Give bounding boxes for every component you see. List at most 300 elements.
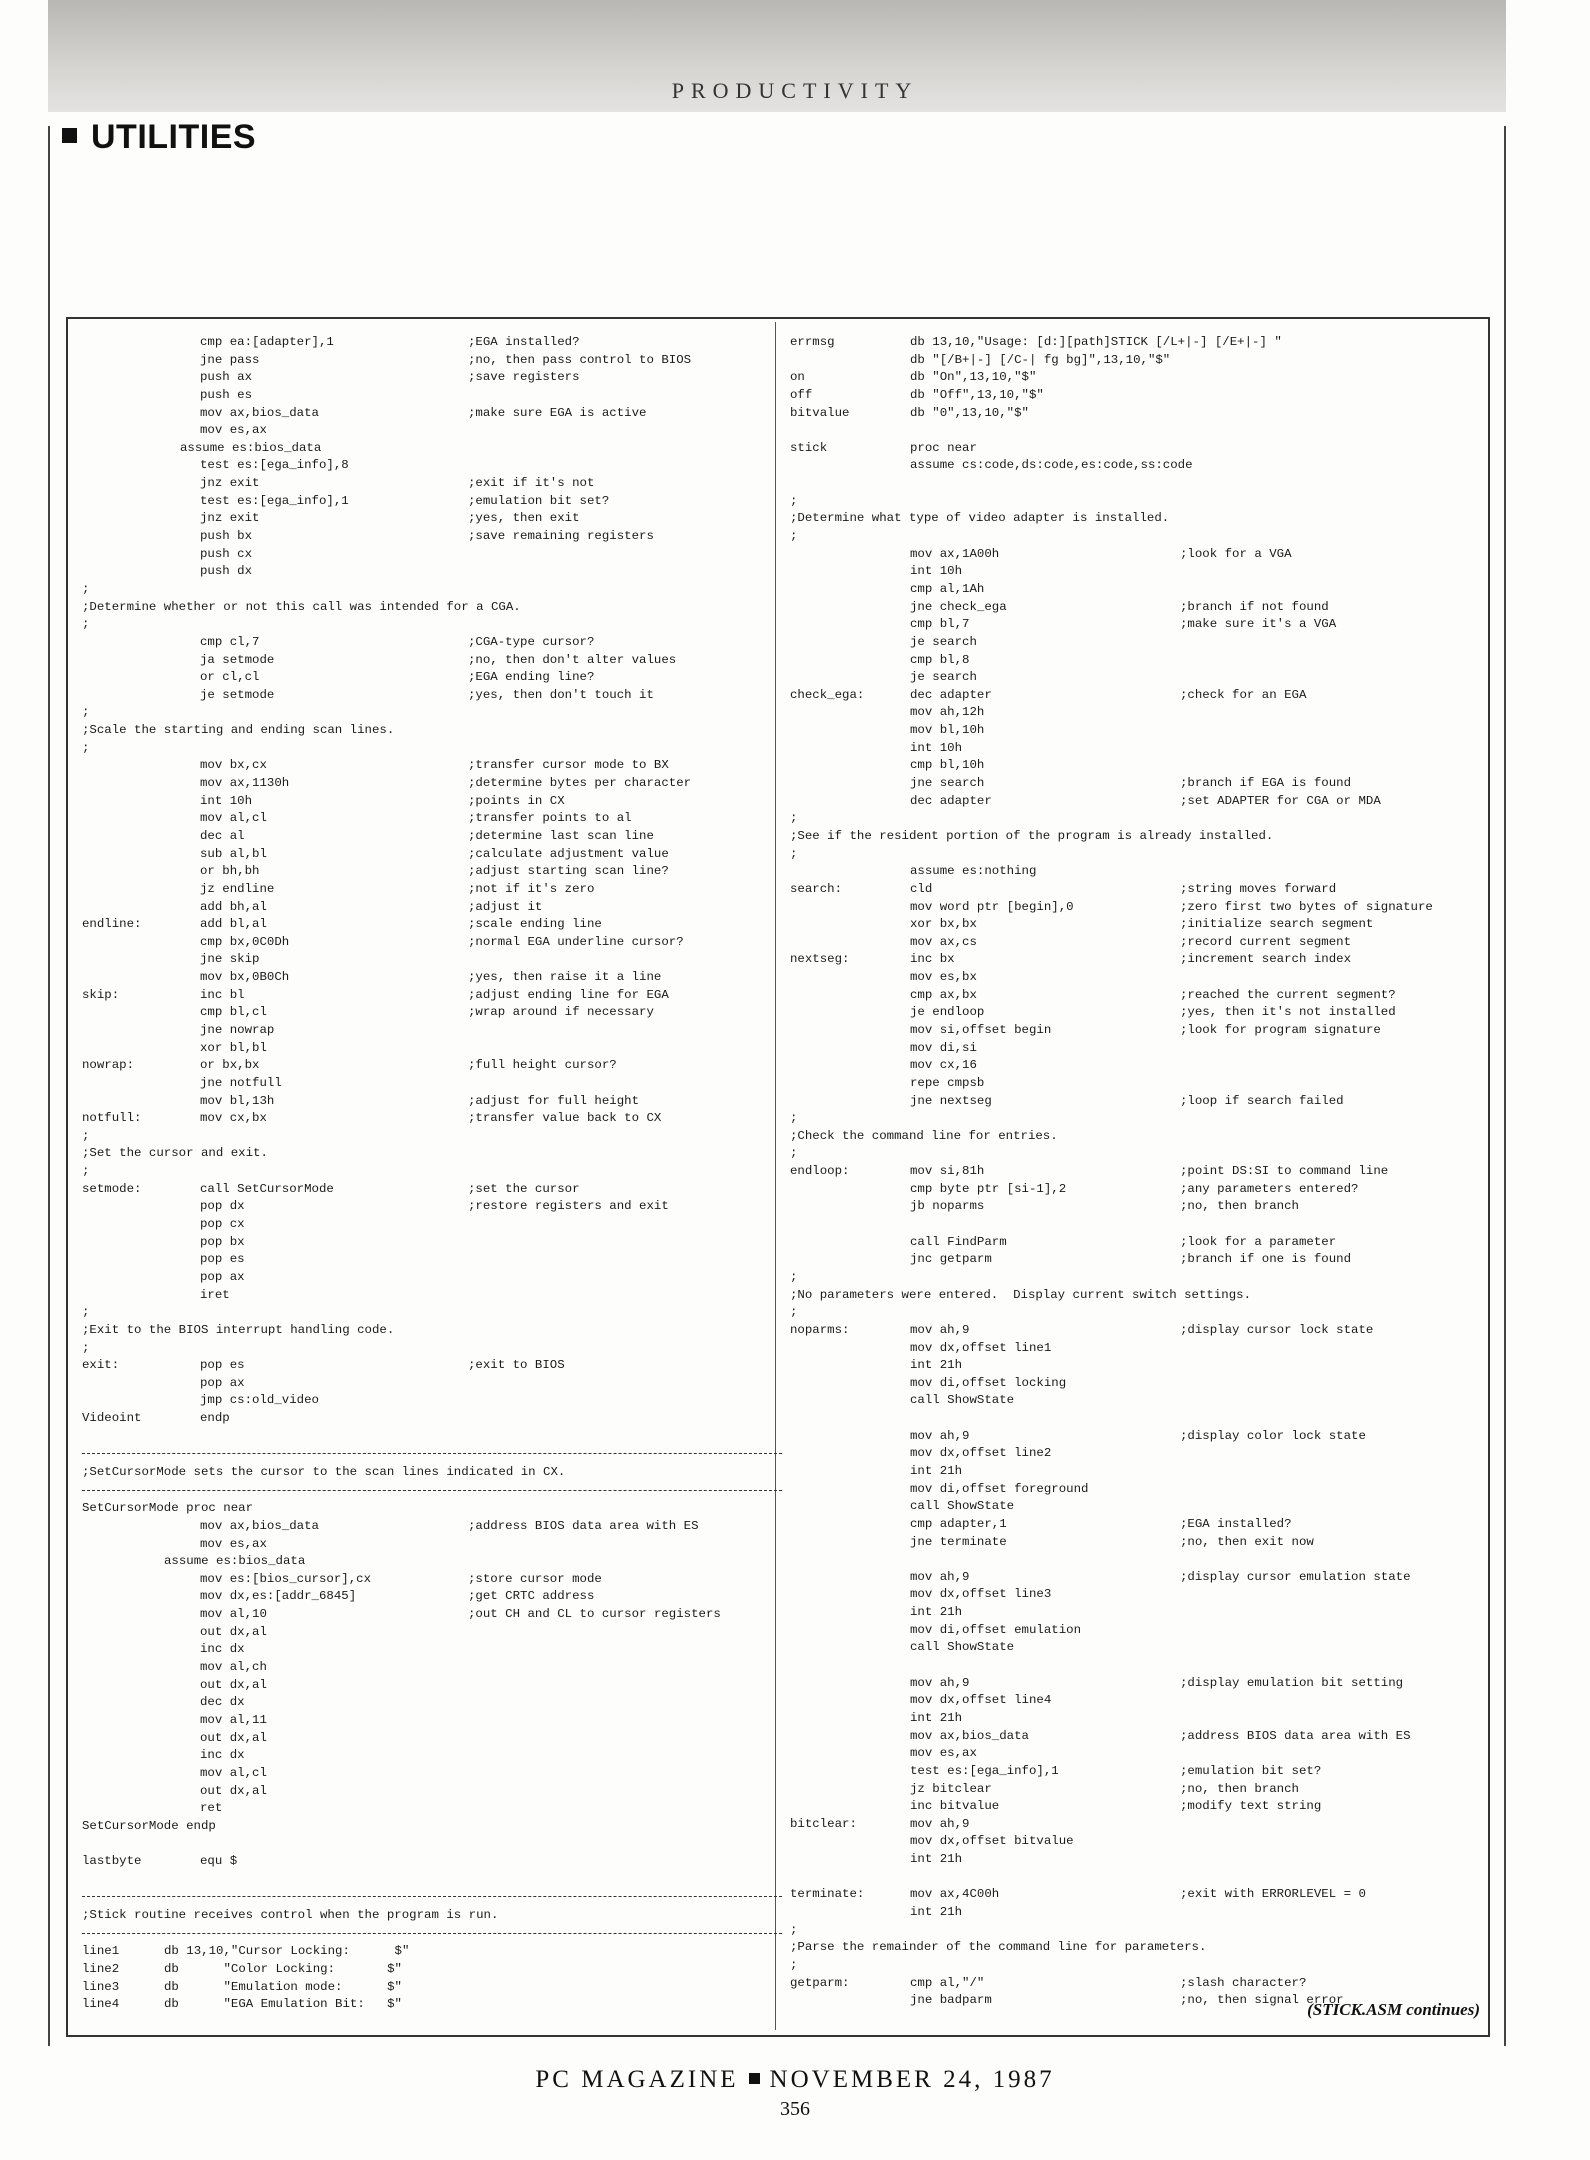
footer-magazine: PC MAGAZINE bbox=[535, 2066, 739, 2093]
code-instruction: jz bitclear bbox=[910, 1781, 992, 1796]
code-comment-line: ; bbox=[82, 1128, 90, 1143]
code-line bbox=[82, 899, 782, 917]
code-comment-line: ;SetCursorMode sets the cursor to the scan lines indicated in CX. bbox=[82, 1465, 566, 1479]
code-comment: ;wrap around if necessary bbox=[468, 1005, 654, 1020]
code-instruction: inc dx bbox=[200, 1748, 245, 1763]
code-line bbox=[790, 828, 1490, 846]
code-line bbox=[790, 1251, 1490, 1269]
code-comment: ;transfer points to al bbox=[468, 811, 632, 826]
code-line bbox=[790, 1287, 1490, 1305]
code-instruction: int 10h bbox=[200, 793, 253, 808]
code-line bbox=[82, 1996, 782, 2014]
code-comment: ;address BIOS data area with ES bbox=[1180, 1728, 1411, 1743]
code-label: bitclear: bbox=[790, 1816, 857, 1831]
code-line bbox=[790, 1922, 1490, 1940]
code-line bbox=[82, 422, 782, 440]
code-line bbox=[82, 1553, 782, 1571]
code-line bbox=[82, 1428, 782, 1446]
code-instruction: jne badparm bbox=[910, 1993, 992, 2008]
code-comment: ;EGA installed? bbox=[468, 335, 580, 349]
code-comment-line: ; bbox=[82, 1340, 90, 1355]
code-instruction: out dx,al bbox=[200, 1730, 267, 1745]
code-instruction: cmp al,1Ah bbox=[910, 581, 985, 596]
code-comment-line: ; bbox=[82, 740, 90, 755]
code-line bbox=[790, 934, 1490, 952]
code-instruction: mov ah,9 bbox=[910, 1816, 970, 1831]
code-line bbox=[82, 828, 782, 846]
code-comment: ;EGA ending line? bbox=[468, 670, 595, 685]
code-label: nowrap: bbox=[82, 1058, 135, 1073]
code-comment: ;string moves forward bbox=[1180, 881, 1337, 896]
code-instruction: je setmode bbox=[200, 687, 275, 702]
code-line bbox=[790, 810, 1490, 828]
code-instruction: mov di,offset foreground bbox=[910, 1481, 1089, 1496]
code-label: line4 bbox=[82, 1997, 120, 2012]
code-line bbox=[790, 1586, 1490, 1604]
code-line bbox=[790, 1445, 1490, 1463]
code-instruction: mov bl,13h bbox=[200, 1093, 275, 1108]
code-instruction: call ShowState bbox=[910, 1393, 1015, 1408]
code-instruction: mov es:[bios_cursor],cx bbox=[200, 1571, 372, 1586]
code-instruction: int 21h bbox=[910, 1710, 963, 1725]
code-instruction: test es:[ega_info],1 bbox=[910, 1763, 1059, 1778]
code-instruction: cmp bl,10h bbox=[910, 758, 985, 773]
code-instruction: cmp ax,bx bbox=[910, 987, 977, 1002]
code-line bbox=[790, 369, 1490, 387]
code-line bbox=[82, 475, 782, 493]
code-label: lastbyte bbox=[82, 1854, 142, 1869]
code-comment-line: ; bbox=[790, 1146, 798, 1161]
code-instruction: cmp bl,8 bbox=[910, 652, 970, 667]
footer bbox=[0, 2066, 1590, 2094]
code-comment: ;no, then exit now bbox=[1180, 1534, 1314, 1549]
code-line bbox=[82, 1641, 782, 1659]
code-line bbox=[790, 951, 1490, 969]
code-line bbox=[82, 1251, 782, 1269]
code-instruction: push es bbox=[200, 387, 253, 402]
code-comment: ;no, then don't alter values bbox=[468, 652, 677, 667]
code-line bbox=[790, 1392, 1490, 1410]
code-line bbox=[790, 634, 1490, 652]
code-comment: ;no, then pass control to BIOS bbox=[468, 352, 692, 367]
code-line bbox=[82, 1871, 782, 1889]
code-comment: ;branch if not found bbox=[1180, 599, 1329, 614]
code-comment-line: ; bbox=[82, 581, 90, 596]
code-instruction: add bl,al bbox=[200, 917, 267, 932]
code-line bbox=[82, 810, 782, 828]
code-line bbox=[790, 563, 1490, 581]
code-label: endline: bbox=[82, 917, 142, 932]
code-instruction: dec adapter bbox=[910, 687, 992, 702]
code-line bbox=[790, 1939, 1490, 1957]
section-title-text: UTILITIES bbox=[91, 118, 257, 156]
code-instruction: assume cs:code,ds:code,es:code,ss:code bbox=[910, 458, 1193, 473]
code-comment: ;normal EGA underline cursor? bbox=[468, 934, 684, 949]
code-label: exit: bbox=[82, 1358, 120, 1373]
code-line bbox=[790, 387, 1490, 405]
code-label: on bbox=[790, 370, 805, 385]
code-instruction: jnc getparm bbox=[910, 1252, 992, 1267]
code-comment: ;adjust it bbox=[468, 899, 543, 914]
code-instruction: int 10h bbox=[910, 564, 963, 579]
listing-column-left bbox=[82, 334, 782, 2024]
code-label: setmode: bbox=[82, 1181, 142, 1196]
code-instruction: call FindParm bbox=[910, 1234, 1007, 1249]
code-line bbox=[82, 934, 782, 952]
code-line bbox=[790, 1833, 1490, 1851]
code-comment: ;EGA installed? bbox=[1180, 1516, 1292, 1531]
code-instruction: out dx,al bbox=[200, 1677, 267, 1692]
code-comment: ;store cursor mode bbox=[468, 1571, 602, 1586]
code-comment: ;adjust for full height bbox=[468, 1093, 640, 1108]
code-label: nextseg: bbox=[790, 952, 850, 967]
code-instruction: mov word ptr [begin],0 bbox=[910, 899, 1074, 914]
code-line bbox=[82, 1800, 782, 1818]
code-comment-line: ; bbox=[790, 846, 798, 861]
code-line bbox=[790, 1569, 1490, 1587]
code-instruction: mov es,ax bbox=[200, 1536, 267, 1551]
separator-rule bbox=[82, 1482, 782, 1491]
code-line bbox=[790, 1498, 1490, 1516]
code-instruction: call SetCursorMode bbox=[200, 1181, 334, 1196]
code-line bbox=[790, 1604, 1490, 1622]
code-instruction: jnz exit bbox=[200, 476, 260, 491]
code-instruction: db "Emulation mode: $" bbox=[164, 1979, 402, 1994]
code-instruction: assume es:nothing bbox=[910, 864, 1037, 879]
code-label: skip: bbox=[82, 987, 120, 1002]
section-title bbox=[62, 118, 256, 157]
section-label: PRODUCTIVITY bbox=[671, 78, 919, 103]
code-comment: ;get CRTC address bbox=[468, 1589, 595, 1604]
code-comment: ;display cursor lock state bbox=[1180, 1322, 1374, 1337]
code-line bbox=[790, 1675, 1490, 1693]
code-line bbox=[790, 352, 1490, 370]
code-line bbox=[82, 616, 782, 634]
code-instruction: jne nextseg bbox=[910, 1093, 992, 1108]
code-comment: ;exit to BIOS bbox=[468, 1358, 565, 1373]
code-instruction: cmp bl,cl bbox=[200, 1005, 267, 1020]
code-line bbox=[82, 1075, 782, 1093]
code-label: line1 bbox=[82, 1944, 120, 1959]
code-comment: ;display emulation bit setting bbox=[1180, 1675, 1404, 1690]
code-comment: ;modify text string bbox=[1180, 1799, 1322, 1814]
code-comment: ;no, then branch bbox=[1180, 1781, 1299, 1796]
code-label: terminate: bbox=[790, 1887, 865, 1902]
code-instruction: mov ah,9 bbox=[910, 1569, 970, 1584]
code-instruction: out dx,al bbox=[200, 1783, 267, 1798]
code-line bbox=[790, 704, 1490, 722]
code-line bbox=[790, 1975, 1490, 1993]
code-instruction: int 21h bbox=[910, 1464, 963, 1478]
code-line bbox=[82, 1518, 782, 1536]
code-comment: ;save registers bbox=[468, 370, 580, 385]
code-line bbox=[790, 1904, 1490, 1922]
code-line bbox=[790, 1851, 1490, 1869]
code-comment: ;look for a parameter bbox=[1180, 1234, 1337, 1249]
code-instruction: jne pass bbox=[200, 352, 260, 367]
code-line bbox=[790, 846, 1490, 864]
code-instruction: cmp bx,0C0Dh bbox=[200, 934, 290, 949]
code-line bbox=[82, 1163, 782, 1181]
code-line bbox=[790, 899, 1490, 917]
code-instruction: dec al bbox=[200, 828, 245, 843]
code-line bbox=[82, 1765, 782, 1783]
code-line bbox=[82, 793, 782, 811]
listing-column-right bbox=[790, 334, 1490, 2024]
code-line bbox=[790, 1181, 1490, 1199]
code-instruction: mov al,cl bbox=[200, 811, 267, 826]
code-instruction: jz endline bbox=[200, 881, 275, 896]
code-label: noparms: bbox=[790, 1322, 850, 1337]
code-instruction: equ $ bbox=[200, 1854, 238, 1869]
code-line bbox=[790, 1710, 1490, 1728]
code-line bbox=[82, 1234, 782, 1252]
code-line bbox=[82, 1040, 782, 1058]
code-line bbox=[82, 722, 782, 740]
code-line bbox=[82, 493, 782, 511]
code-instruction: pop ax bbox=[200, 1375, 245, 1390]
code-instruction: mov ax,4C00h bbox=[910, 1887, 1000, 1902]
code-instruction: je search bbox=[910, 634, 977, 649]
code-line bbox=[82, 969, 782, 987]
code-label: bitvalue bbox=[790, 405, 850, 420]
code-instruction: cmp byte ptr [si-1],2 bbox=[910, 1181, 1067, 1196]
code-line bbox=[82, 987, 782, 1005]
code-instruction: cmp ea:[adapter],1 bbox=[200, 335, 334, 349]
code-instruction: call ShowState bbox=[910, 1640, 1015, 1655]
code-line bbox=[790, 440, 1490, 458]
code-line bbox=[790, 1357, 1490, 1375]
code-line bbox=[82, 334, 782, 352]
code-instruction: db "[/B+|-] [/C-| fg bg]",13,10,"$" bbox=[910, 352, 1171, 367]
code-instruction: db "EGA Emulation Bit: $" bbox=[164, 1997, 402, 2012]
code-label: endloop: bbox=[790, 1164, 850, 1179]
code-comment: ;point DS:SI to command line bbox=[1180, 1164, 1389, 1179]
code-line bbox=[82, 1022, 782, 1040]
code-comment-line: ; bbox=[790, 1111, 798, 1126]
code-instruction: pop bx bbox=[200, 1234, 245, 1249]
code-instruction: dec adapter bbox=[910, 793, 992, 808]
code-instruction: mov es,ax bbox=[910, 1746, 977, 1761]
code-instruction: db "Color Locking: $" bbox=[164, 1961, 402, 1976]
code-line bbox=[82, 1004, 782, 1022]
code-line bbox=[82, 1110, 782, 1128]
code-line bbox=[790, 1216, 1490, 1234]
code-comment: ;no, then branch bbox=[1180, 1199, 1299, 1214]
code-instruction: endp bbox=[200, 1411, 230, 1426]
code-instruction: int 10h bbox=[910, 740, 963, 755]
code-instruction: jne terminate bbox=[910, 1534, 1007, 1549]
code-line bbox=[790, 1163, 1490, 1181]
code-line bbox=[790, 1004, 1490, 1022]
code-comment: ;make sure it's a VGA bbox=[1180, 617, 1337, 632]
code-line bbox=[82, 528, 782, 546]
code-line bbox=[790, 1075, 1490, 1093]
code-instruction: xor bl,bl bbox=[200, 1040, 267, 1055]
code-comment-line: ; bbox=[790, 1269, 798, 1284]
code-label: off bbox=[790, 387, 813, 402]
code-line bbox=[790, 1463, 1490, 1481]
code-line bbox=[82, 1783, 782, 1801]
code-line bbox=[790, 528, 1490, 546]
code-line bbox=[790, 1534, 1490, 1552]
code-line bbox=[790, 581, 1490, 599]
code-line bbox=[790, 1551, 1490, 1569]
code-comment: ;save remaining registers bbox=[468, 529, 654, 544]
code-line bbox=[82, 1961, 782, 1979]
code-line bbox=[82, 1145, 782, 1163]
code-line bbox=[790, 510, 1490, 528]
code-instruction: mov ax,1A00h bbox=[910, 546, 1000, 561]
code-instruction: cmp cl,7 bbox=[200, 634, 260, 649]
code-comment-line: ;No parameters were entered. Display current switch settings. bbox=[790, 1287, 1252, 1302]
code-line bbox=[790, 969, 1490, 987]
code-line bbox=[82, 881, 782, 899]
code-instruction: mov al,cl bbox=[200, 1765, 267, 1780]
code-line bbox=[82, 634, 782, 652]
code-line bbox=[82, 510, 782, 528]
code-comment-line: ; bbox=[82, 1164, 90, 1179]
code-comment-line: ; bbox=[82, 705, 90, 720]
code-instruction: jne nowrap bbox=[200, 1022, 275, 1037]
code-instruction: je endloop bbox=[910, 1005, 985, 1020]
code-line bbox=[82, 405, 782, 423]
code-line bbox=[82, 1588, 782, 1606]
code-instruction: dec dx bbox=[200, 1695, 245, 1710]
code-instruction: cmp bl,7 bbox=[910, 617, 970, 632]
code-instruction: add bh,al bbox=[200, 899, 267, 914]
code-instruction: mov di,offset emulation bbox=[910, 1622, 1082, 1637]
code-line bbox=[82, 546, 782, 564]
code-instruction: repe cmpsb bbox=[910, 1075, 985, 1090]
code-instruction: mov dx,es:[addr_6845] bbox=[200, 1589, 357, 1604]
code-instruction: mov ah,12h bbox=[910, 705, 985, 720]
code-label: line3 bbox=[82, 1979, 120, 1994]
code-line bbox=[790, 1022, 1490, 1040]
code-comment-line: ;Exit to the BIOS interrupt handling code. bbox=[82, 1322, 395, 1337]
code-comment-line: ;Set the cursor and exit. bbox=[82, 1146, 268, 1161]
code-line bbox=[82, 581, 782, 599]
code-line bbox=[82, 1979, 782, 1997]
code-comment: ;display cursor emulation state bbox=[1180, 1569, 1411, 1584]
code-line bbox=[790, 1145, 1490, 1163]
code-line bbox=[82, 1943, 782, 1961]
code-line bbox=[82, 1128, 782, 1146]
code-comment-line: SetCursorMode endp bbox=[82, 1818, 216, 1833]
code-comment: ;branch if one is found bbox=[1180, 1252, 1352, 1267]
code-instruction: push cx bbox=[200, 546, 253, 561]
code-line bbox=[82, 1659, 782, 1677]
code-comment: ;emulation bit set? bbox=[1180, 1763, 1322, 1778]
code-line bbox=[82, 669, 782, 687]
code-line bbox=[82, 863, 782, 881]
code-line bbox=[790, 1375, 1490, 1393]
code-comment: ;increment search index bbox=[1180, 952, 1352, 967]
code-instruction: or bh,bh bbox=[200, 864, 260, 879]
code-label: notfull: bbox=[82, 1111, 142, 1126]
code-line bbox=[82, 599, 782, 617]
code-instruction: mov cx,16 bbox=[910, 1058, 977, 1073]
code-instruction: inc bl bbox=[200, 987, 245, 1002]
code-instruction: mov si,offset begin bbox=[910, 1022, 1052, 1037]
code-line bbox=[82, 1410, 782, 1428]
code-comment: ;zero first two bytes of signature bbox=[1180, 899, 1433, 914]
code-line bbox=[82, 1536, 782, 1554]
code-comment: ;address BIOS data area with ES bbox=[468, 1518, 699, 1533]
code-line bbox=[790, 1957, 1490, 1975]
code-line bbox=[790, 1322, 1490, 1340]
code-line bbox=[82, 1198, 782, 1216]
code-line bbox=[82, 1907, 782, 1925]
code-instruction: jne check_ega bbox=[910, 599, 1007, 614]
code-comment: ;full height cursor? bbox=[468, 1058, 617, 1073]
code-line bbox=[82, 1500, 782, 1518]
code-instruction: db 13,10,"Usage: [d:][path]STICK [/L+|-] [/E+|-] " bbox=[910, 335, 1282, 349]
code-instruction: mov ah,9 bbox=[910, 1428, 970, 1443]
code-line bbox=[82, 1464, 782, 1482]
code-line bbox=[82, 757, 782, 775]
code-line bbox=[790, 687, 1490, 705]
code-instruction: assume es:bios_data bbox=[180, 440, 322, 455]
code-line bbox=[790, 1728, 1490, 1746]
code-line bbox=[790, 1428, 1490, 1446]
code-instruction: mov dx,offset line2 bbox=[910, 1446, 1052, 1461]
code-comment: ;out CH and CL to cursor registers bbox=[468, 1607, 721, 1622]
code-comment: ;not if it's zero bbox=[468, 881, 595, 896]
code-label: search: bbox=[790, 881, 843, 896]
code-comment: ;scale ending line bbox=[468, 917, 602, 932]
code-comment-line: ; bbox=[790, 1957, 798, 1972]
code-instruction: cmp al,"/" bbox=[910, 1975, 985, 1990]
code-comment: ;CGA-type cursor? bbox=[468, 634, 595, 649]
code-line bbox=[82, 775, 782, 793]
code-line bbox=[82, 1730, 782, 1748]
code-comment: ;yes, then it's not installed bbox=[1180, 1005, 1396, 1020]
page-number: 356 bbox=[780, 2098, 810, 2120]
code-comment: ;adjust starting scan line? bbox=[468, 864, 669, 879]
code-comment-line: ; bbox=[790, 1922, 798, 1937]
code-line bbox=[82, 1357, 782, 1375]
code-comment-line: ; bbox=[790, 1305, 798, 1320]
code-comment: ;look for a VGA bbox=[1180, 546, 1292, 561]
code-line bbox=[82, 1216, 782, 1234]
code-instruction: mov dx,offset line3 bbox=[910, 1587, 1052, 1602]
code-instruction: je search bbox=[910, 670, 977, 685]
code-comment: ;initialize search segment bbox=[1180, 917, 1374, 932]
code-line bbox=[790, 652, 1490, 670]
code-comment: ;determine bytes per character bbox=[468, 776, 692, 791]
code-comment: ;exit if it's not bbox=[468, 476, 595, 491]
code-line bbox=[790, 1869, 1490, 1887]
code-instruction: int 21h bbox=[910, 1605, 963, 1620]
code-line bbox=[790, 1622, 1490, 1640]
code-line bbox=[790, 1110, 1490, 1128]
code-line bbox=[790, 334, 1490, 352]
code-line bbox=[790, 1128, 1490, 1146]
code-line bbox=[82, 1677, 782, 1695]
code-instruction: call ShowState bbox=[910, 1499, 1015, 1514]
square-bullet-icon bbox=[62, 128, 77, 143]
code-comment: ;no, then signal error bbox=[1180, 1993, 1344, 2008]
code-line bbox=[790, 1040, 1490, 1058]
code-comment: ;transfer value back to CX bbox=[468, 1111, 662, 1126]
code-label: stick bbox=[790, 440, 828, 455]
code-comment-line: ; bbox=[82, 617, 90, 632]
code-line bbox=[790, 457, 1490, 475]
code-instruction: mov bx,0B0Ch bbox=[200, 970, 290, 985]
code-comment-line: ;Parse the remainder of the command line for parameters. bbox=[790, 1940, 1207, 1955]
code-instruction: mov ax,bios_data bbox=[200, 405, 319, 420]
